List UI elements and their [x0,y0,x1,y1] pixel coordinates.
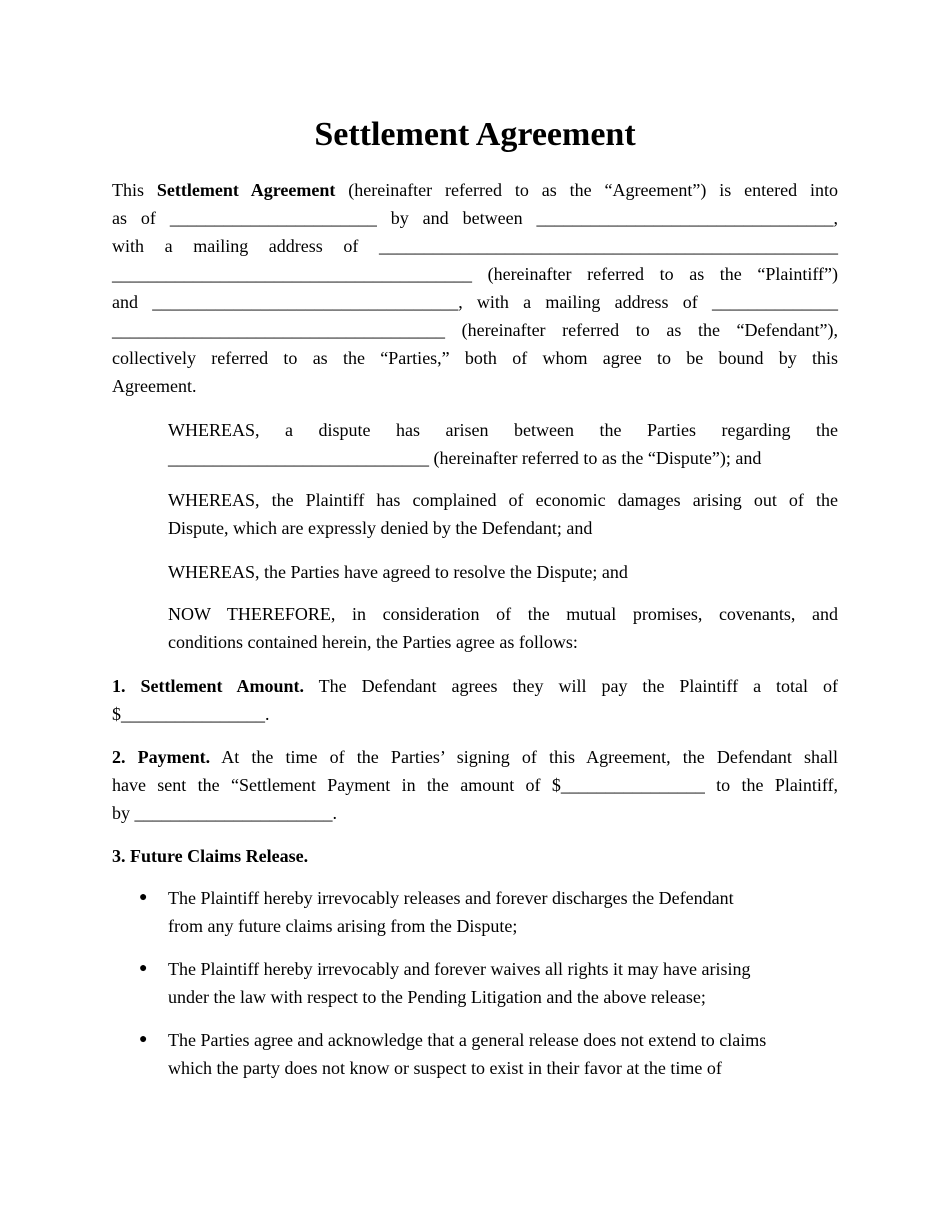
text-run: conditions contained herein, the Parties agree as follows: [168,632,578,652]
bullet-icon: ● [139,890,148,905]
text-run: WHEREAS, the Parties have agreed to resolve the Dispute; and [168,562,628,582]
text-run: WHEREAS, a dispute has arisen between the Parties regarding the [168,420,838,440]
bullet-item [139,955,838,1011]
text-line [112,672,838,700]
text-line [112,799,838,827]
document-title: Settlement Agreement [314,116,636,153]
text-line [112,260,838,288]
text-line: under the law with respect to the Pending Litigation and the above release; [168,987,706,1007]
text-run: have sent the “Settlement Payment in the amount of $________________ to the Plaintiff, [112,775,838,795]
text-line [112,204,838,232]
bullet-icon: ● [139,1032,148,1047]
text-line [168,486,838,514]
text-run: NOW THEREFORE, in consideration of the mutual promises, covenants, and [168,604,838,624]
paragraph-whereas-damages [168,486,838,542]
text-run: _____________________________________ (hereinafter referred to as the “Defendant”), [112,320,838,340]
bold-text: 2. Payment. [112,747,211,767]
text-run: At the time of the Parties’ signing of this Agreement, the Defendant shall [210,747,838,767]
text-line: The Plaintiff hereby irrevocably releases and forever discharges the Defendant [168,888,734,908]
bold-text: 1. Settlement Amount. [112,676,304,696]
text-line [168,628,838,656]
text-run: This [112,180,157,200]
text-run: as of _______________________ by and between _________________________________, [112,208,838,228]
paragraph-section-2 [112,743,838,827]
text-run: $________________. [112,704,270,724]
text-run: collectively referred to as the “Parties,” both of whom agree to be bound by this [112,348,838,368]
text-line [112,842,838,870]
text-line: which the party does not know or suspect to exist in their favor at the time of [168,1058,722,1078]
text-line [112,232,838,260]
text-run: WHEREAS, the Plaintiff has complained of economic damages arising out of the [168,490,838,510]
text-run: ________________________________________ (hereinafter referred to as the “Plaintiff”) [112,264,838,284]
text-line [112,316,838,344]
bullet-item [139,884,838,940]
bold-text: 3. Future Claims Release. [112,846,309,866]
paragraph-now-therefore [168,600,838,656]
text-line: from any future claims arising from the Dispute; [168,916,518,936]
text-line [168,514,838,542]
text-line [168,600,838,628]
paragraph-whereas-resolve [168,558,838,586]
text-line [168,558,838,586]
bullet-item [139,1026,838,1082]
text-line [112,700,838,728]
text-run: _____________________________ (hereinafter referred to as the “Dispute”); and [168,448,762,468]
paragraph-section-3 [112,842,838,870]
text-line [168,416,838,444]
text-run: (hereinafter referred to as the “Agreement”) is entered into [335,180,838,200]
text-run: Agreement. [112,376,197,396]
text-line: The Parties agree and acknowledge that a general release does not extend to claims [168,1030,767,1050]
text-run: by ______________________. [112,803,337,823]
text-line [112,176,838,204]
text-line [112,743,838,771]
text-line: The Plaintiff hereby irrevocably and forever waives all rights it may have arising [168,959,751,979]
bullet-icon: ● [139,961,148,976]
text-line [112,288,838,316]
text-line [112,771,838,799]
paragraph-whereas-dispute [168,416,838,472]
text-line [112,344,838,372]
paragraph-intro [112,176,838,400]
text-run: Dispute, which are expressly denied by the Defendant; and [168,518,593,538]
paragraph-section-1 [112,672,838,728]
text-line [112,372,838,400]
text-run: The Defendant agrees they will pay the Plaintiff a total of [303,676,839,696]
text-run: and __________________________________, with a mailing address of ______________ [112,292,838,312]
bold-text: Settlement Agreement [156,180,336,200]
text-run: with a mailing address of ___________________________________________________ [112,236,838,256]
text-line [168,444,838,472]
